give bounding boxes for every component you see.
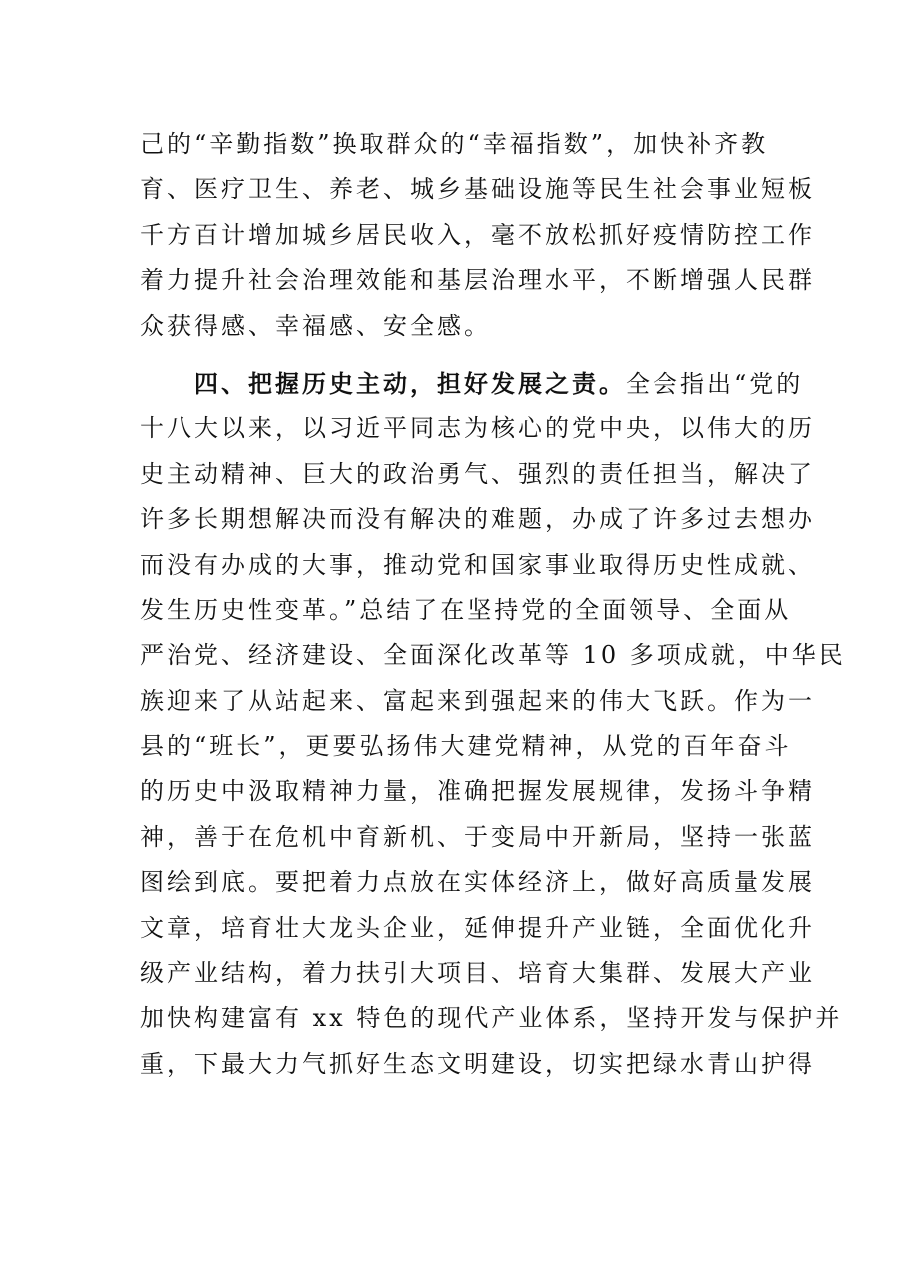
section-heading: 四、把握历史主动，担好发展之责。 <box>194 368 626 398</box>
text-line: 己的“辛勤指数”换取群众的“幸福指数”，加快补齐教 <box>140 130 769 158</box>
text-line: 许多长期想解决而没有解决的难题，办成了许多过去想办 <box>140 505 815 534</box>
text-line: 神，善于在危机中育新机、于变局中开新局，坚持一张蓝 <box>140 822 815 851</box>
body-text <box>140 122 846 1087</box>
text-line: 而没有办成的大事，推动党和国家事业取得历史性成就、 <box>140 550 815 579</box>
paragraph-2 <box>140 361 846 1087</box>
text-line: 众获得感、幸福感、安全感。 <box>140 311 491 340</box>
text-line: 千方百计增加城乡居民收入，毫不放松抓好疫情防控工作 <box>140 220 815 249</box>
text-line-first <box>140 361 804 406</box>
paragraph-1 <box>140 122 815 349</box>
text-line: 育、医疗卫生、养老、城乡基础设施等民生社会事业短板 <box>140 175 815 204</box>
paragraph-gap <box>140 349 780 361</box>
text-line: 县的“班长”，更要弘扬伟大建党精神，从党的百年奋斗 <box>140 732 792 761</box>
text-line: 文章，培育壮大龙头企业，延伸提升产业链，全面优化升 <box>140 913 815 942</box>
heading-continuation: 全会指出“党的 <box>626 369 804 398</box>
text-line: 史主动精神、巨大的政治勇气、强烈的责任担当，解决了 <box>140 459 815 488</box>
text-line: 十八大以来，以习近平同志为核心的党中央，以伟大的历 <box>140 414 815 443</box>
text-line: 发生历史性变革。”总结了在坚持党的全面领导、全面从 <box>140 595 792 624</box>
text-line: 级产业结构，着力扶引大项目、培育大集群、发展大产业 <box>140 959 815 988</box>
text-line: 重，下最大力气抓好生态文明建设，切实把绿水青山护得 <box>140 1049 815 1078</box>
text-line: 的历史中汲取精神力量，准确把握发展规律，发扬斗争精 <box>140 777 815 806</box>
text-line: 加快构建富有 xx 特色的现代产业体系，坚持开发与保护并 <box>140 1004 843 1033</box>
text-line: 严治党、经济建设、全面深化改革等 10 多项成就，中华民 <box>140 641 846 670</box>
text-line: 族迎来了从站起来、富起来到强起来的伟大飞跃。作为一 <box>140 686 815 715</box>
text-line: 图绘到底。要把着力点放在实体经济上，做好高质量发展 <box>140 868 815 897</box>
text-line: 着力提升社会治理效能和基层治理水平，不断增强人民群 <box>140 266 815 295</box>
